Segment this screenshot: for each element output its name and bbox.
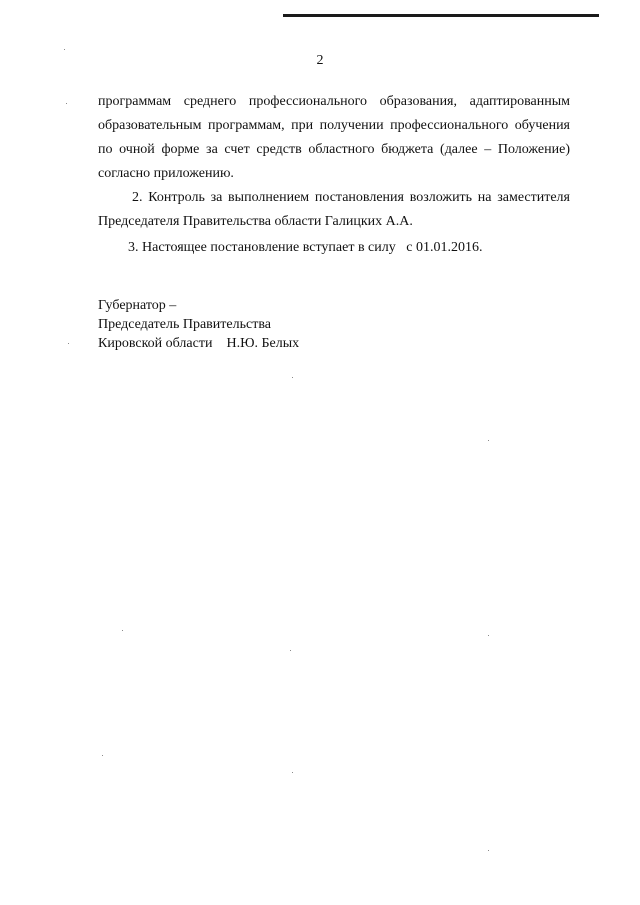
intro-line-3: по очной форме за счет средств областного бюджета (далее – Положение) bbox=[98, 142, 570, 157]
scan-speck bbox=[488, 440, 489, 441]
clause-2-paragraph bbox=[98, 186, 570, 234]
scan-speck bbox=[290, 650, 291, 651]
clause-3-paragraph bbox=[98, 236, 570, 260]
intro-line-4: согласно приложению. bbox=[98, 166, 234, 181]
intro-line-1: программам среднего профессионального образования, адаптированным bbox=[98, 94, 570, 109]
scan-speck bbox=[122, 630, 123, 631]
intro-line-2: образовательным программам, при получении профессионального обучения bbox=[98, 118, 570, 133]
scan-speck bbox=[64, 49, 65, 50]
intro-paragraph bbox=[98, 90, 570, 186]
page-number: 2 bbox=[316, 53, 324, 68]
clause-2-line-1: 2. Контроль за выполнением постановления возложить на заместителя bbox=[132, 190, 570, 205]
clause-3-line: 3. Настоящее постановление вступает в силу с 01.01.2016. bbox=[128, 240, 483, 255]
signature-block bbox=[98, 296, 299, 353]
signature-title-line-2: Председатель Правительства bbox=[98, 317, 271, 332]
scan-speck bbox=[292, 772, 293, 773]
top-border-line bbox=[283, 14, 599, 17]
scan-speck bbox=[488, 635, 489, 636]
scan-speck bbox=[488, 850, 489, 851]
scan-speck bbox=[68, 343, 69, 344]
scan-speck bbox=[292, 377, 293, 378]
scan-speck bbox=[102, 755, 103, 756]
scan-speck bbox=[66, 103, 67, 104]
signature-title-line-1: Губернатор – bbox=[98, 298, 177, 313]
signature-name-line: Кировской области Н.Ю. Белых bbox=[98, 336, 300, 351]
clause-2-line-2: Председателя Правительства области Галицких А.А. bbox=[98, 214, 413, 229]
